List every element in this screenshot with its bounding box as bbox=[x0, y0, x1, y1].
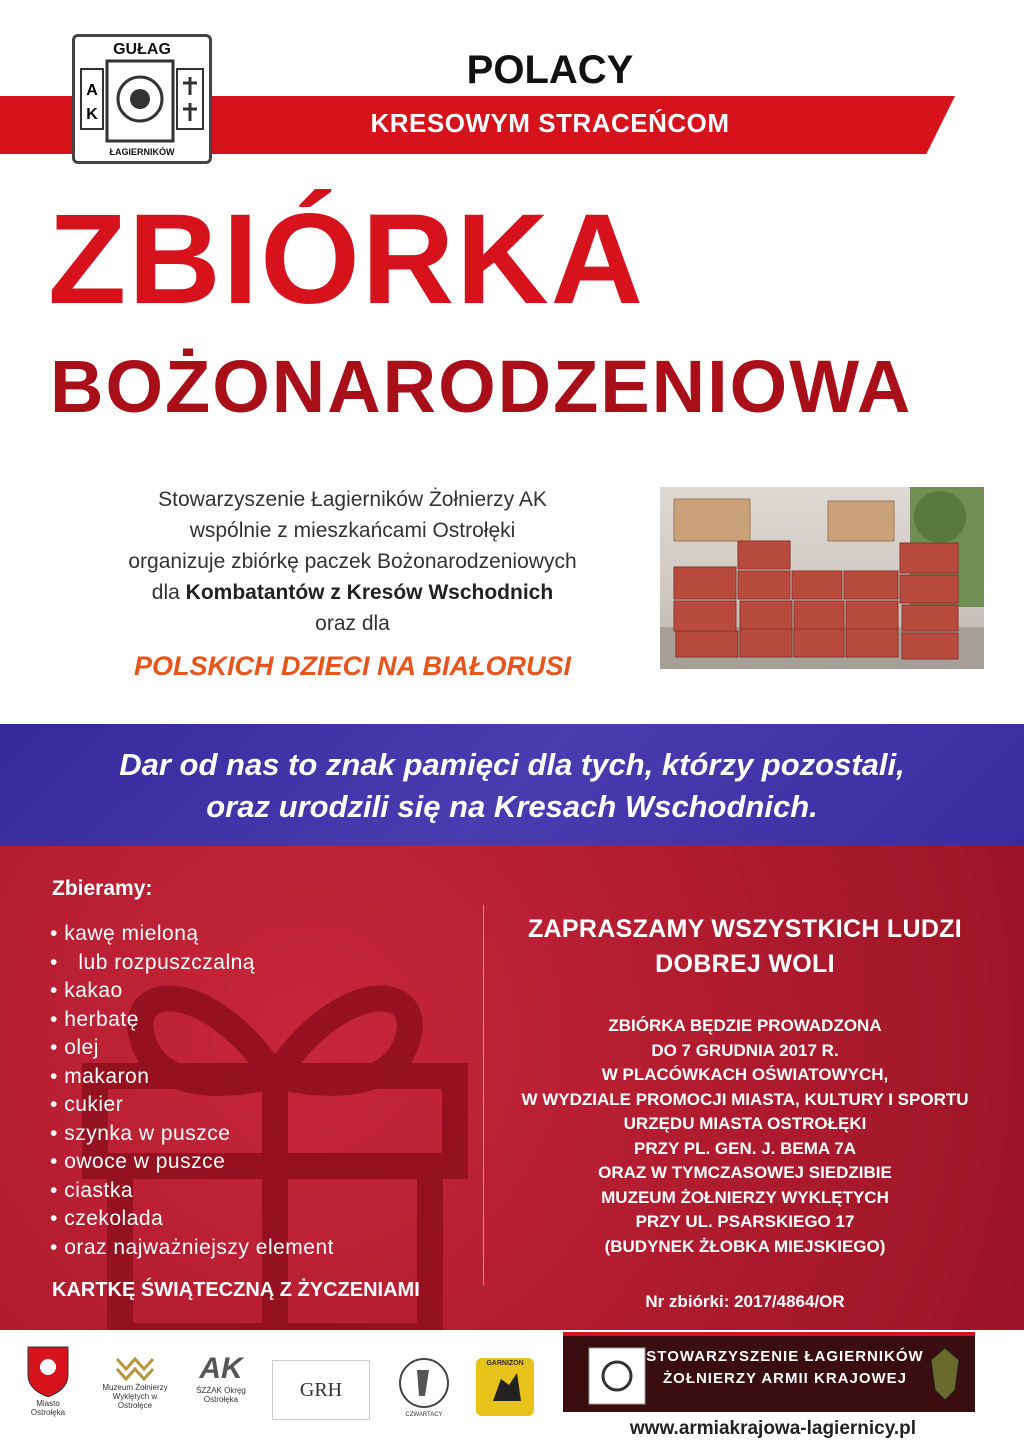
city-crest-icon bbox=[26, 1345, 70, 1397]
eagle-emblem-icon bbox=[925, 1344, 965, 1404]
intro-text bbox=[60, 484, 645, 639]
detail-line: ORAZ W TYMCZASOWEJ SIEDZIBIE bbox=[598, 1163, 892, 1182]
logo-bottom-text: ŁAGIERNIKÓW bbox=[109, 147, 175, 157]
szzak-ak-mark: AK bbox=[199, 1352, 243, 1385]
association-logo-icon bbox=[587, 1346, 647, 1406]
invite-heading bbox=[485, 912, 1005, 982]
intro-line: wspólnie z mieszkańcami Ostrołęki bbox=[189, 519, 516, 542]
vertical-divider bbox=[483, 905, 484, 1285]
detail-line: (BUDYNEK ŻŁOBKA MIEJSKIEGO) bbox=[604, 1236, 886, 1256]
collect-list bbox=[50, 920, 334, 1262]
czwartacy-logo-text: CZWARTACY bbox=[405, 1412, 443, 1418]
collection-details bbox=[485, 1014, 1005, 1259]
czwartacy-logo bbox=[392, 1356, 456, 1418]
list-item: • czekolada bbox=[50, 1205, 334, 1234]
list-item: • kawę mieloną bbox=[50, 920, 334, 949]
grh-logo-text: GRH bbox=[299, 1379, 343, 1401]
gift-boxes-image bbox=[660, 487, 984, 669]
invite-line: DOBREJ WOLI bbox=[655, 950, 835, 978]
garnizon-logo-text: GARNIZON bbox=[486, 1360, 524, 1367]
boxes-photo bbox=[660, 487, 984, 669]
intro-line: oraz dla bbox=[315, 612, 390, 635]
museum-logo bbox=[100, 1355, 170, 1410]
list-item-continuation: lub rozpuszczalną bbox=[78, 950, 255, 974]
logo-top-text: GUŁAG bbox=[113, 41, 171, 58]
intro-line-prefix: dla bbox=[151, 581, 186, 604]
szzak-logo-text: ŚZŻAK Okręg Ostrołęka bbox=[196, 1386, 246, 1404]
intro-line: organizuje zbiórkę paczek Bożonarodzeniowych bbox=[128, 550, 577, 573]
quote-text bbox=[0, 744, 1024, 828]
intro-line bbox=[60, 577, 645, 608]
list-item: • olej bbox=[50, 1034, 334, 1063]
list-item: • szynka w puszce bbox=[50, 1120, 334, 1149]
kids-highlight: POLSKICH DZIECI NA BIAŁORUSI bbox=[133, 651, 571, 681]
logo-letter-a: A bbox=[86, 82, 98, 99]
list-item: • kakao bbox=[50, 977, 334, 1006]
detail-line: PRZY UL. PSARSKIEGO 17 bbox=[635, 1212, 855, 1231]
list-item bbox=[50, 949, 334, 978]
city-logo bbox=[18, 1345, 78, 1417]
association-name bbox=[640, 1346, 930, 1390]
association-line: STOWARZYSZENIE ŁAGIERNIKÓW bbox=[646, 1348, 924, 1365]
list-item: • owoce w puszce bbox=[50, 1148, 334, 1177]
szzak-logo bbox=[188, 1352, 254, 1404]
detail-line: W WYDZIALE PROMOCJI MIASTA, KULTURY I SPORTU bbox=[521, 1089, 969, 1109]
intro-line: Stowarzyszenie Łagierników Żołnierzy AK bbox=[158, 488, 547, 511]
list-item: • ciastka bbox=[50, 1177, 334, 1206]
quote-line: Dar od nas to znak pamięci dla tych, którzy pozostali, bbox=[119, 747, 905, 782]
museum-logo-text: Muzeum Żołnierzy Wyklętych w Ostrołęce bbox=[102, 1383, 168, 1410]
list-item: • cukier bbox=[50, 1091, 334, 1120]
christmas-card-note: KARTKĘ ŚWIĄTECZNĄ Z ŻYCZENIAMI bbox=[52, 1279, 420, 1301]
collection-number: Nr zbiórki: 2017/4864/OR bbox=[645, 1292, 845, 1311]
invite-line: ZAPRASZAMY WSZYSTKICH LUDZI bbox=[527, 915, 962, 943]
detail-line: URZĘDU MIASTA OSTROŁĘKI bbox=[623, 1114, 867, 1133]
website-url[interactable]: www.armiakrajowa-lagiernicy.pl bbox=[629, 1418, 917, 1439]
city-logo-text: Miasto Ostrołęka bbox=[30, 1399, 66, 1417]
czwartacy-emblem-icon bbox=[397, 1356, 451, 1410]
logo-letter-k: K bbox=[86, 106, 98, 123]
garnizon-logo bbox=[476, 1358, 534, 1416]
detail-line: MUZEUM ŻOŁNIERZY WYKLĘTYCH bbox=[601, 1187, 889, 1207]
logo-emblem-icon bbox=[75, 59, 209, 149]
grh-logo bbox=[272, 1360, 370, 1420]
detail-line: W PLACÓWKACH OŚWIATOWYCH, bbox=[601, 1065, 889, 1084]
detail-line: PRZY PL. GEN. J. BEMA 7A bbox=[634, 1138, 856, 1158]
list-item: • oraz najważniejszy element bbox=[50, 1234, 334, 1263]
headline-zbiorka: ZBIÓRKA bbox=[48, 188, 646, 331]
quote-line: oraz urodzili się na Kresach Wschodnich. bbox=[206, 789, 818, 824]
header-title: POLACY bbox=[466, 48, 634, 92]
intro-line-bold: Kombatantów z Kresów Wschodnich bbox=[185, 581, 554, 604]
list-item: • herbatę bbox=[50, 1006, 334, 1035]
museum-chevron-icon bbox=[115, 1355, 155, 1381]
detail-line: DO 7 GRUDNIA 2017 R. bbox=[651, 1040, 839, 1060]
gulag-logo bbox=[72, 34, 212, 164]
header-subtitle: KRESOWYM STRACEŃCOM bbox=[370, 108, 730, 138]
detail-line: ZBIÓRKA BĘDZIE PROWADZONA bbox=[608, 1016, 882, 1035]
garnizon-soldier-icon bbox=[485, 1367, 525, 1403]
list-item: • makaron bbox=[50, 1063, 334, 1092]
collect-heading: Zbieramy: bbox=[52, 877, 153, 900]
headline-bozonarodzeniowa: BOŻONARODZENIOWA bbox=[50, 345, 913, 428]
association-line: ŻOŁNIERZY ARMII KRAJOWEJ bbox=[662, 1370, 907, 1387]
